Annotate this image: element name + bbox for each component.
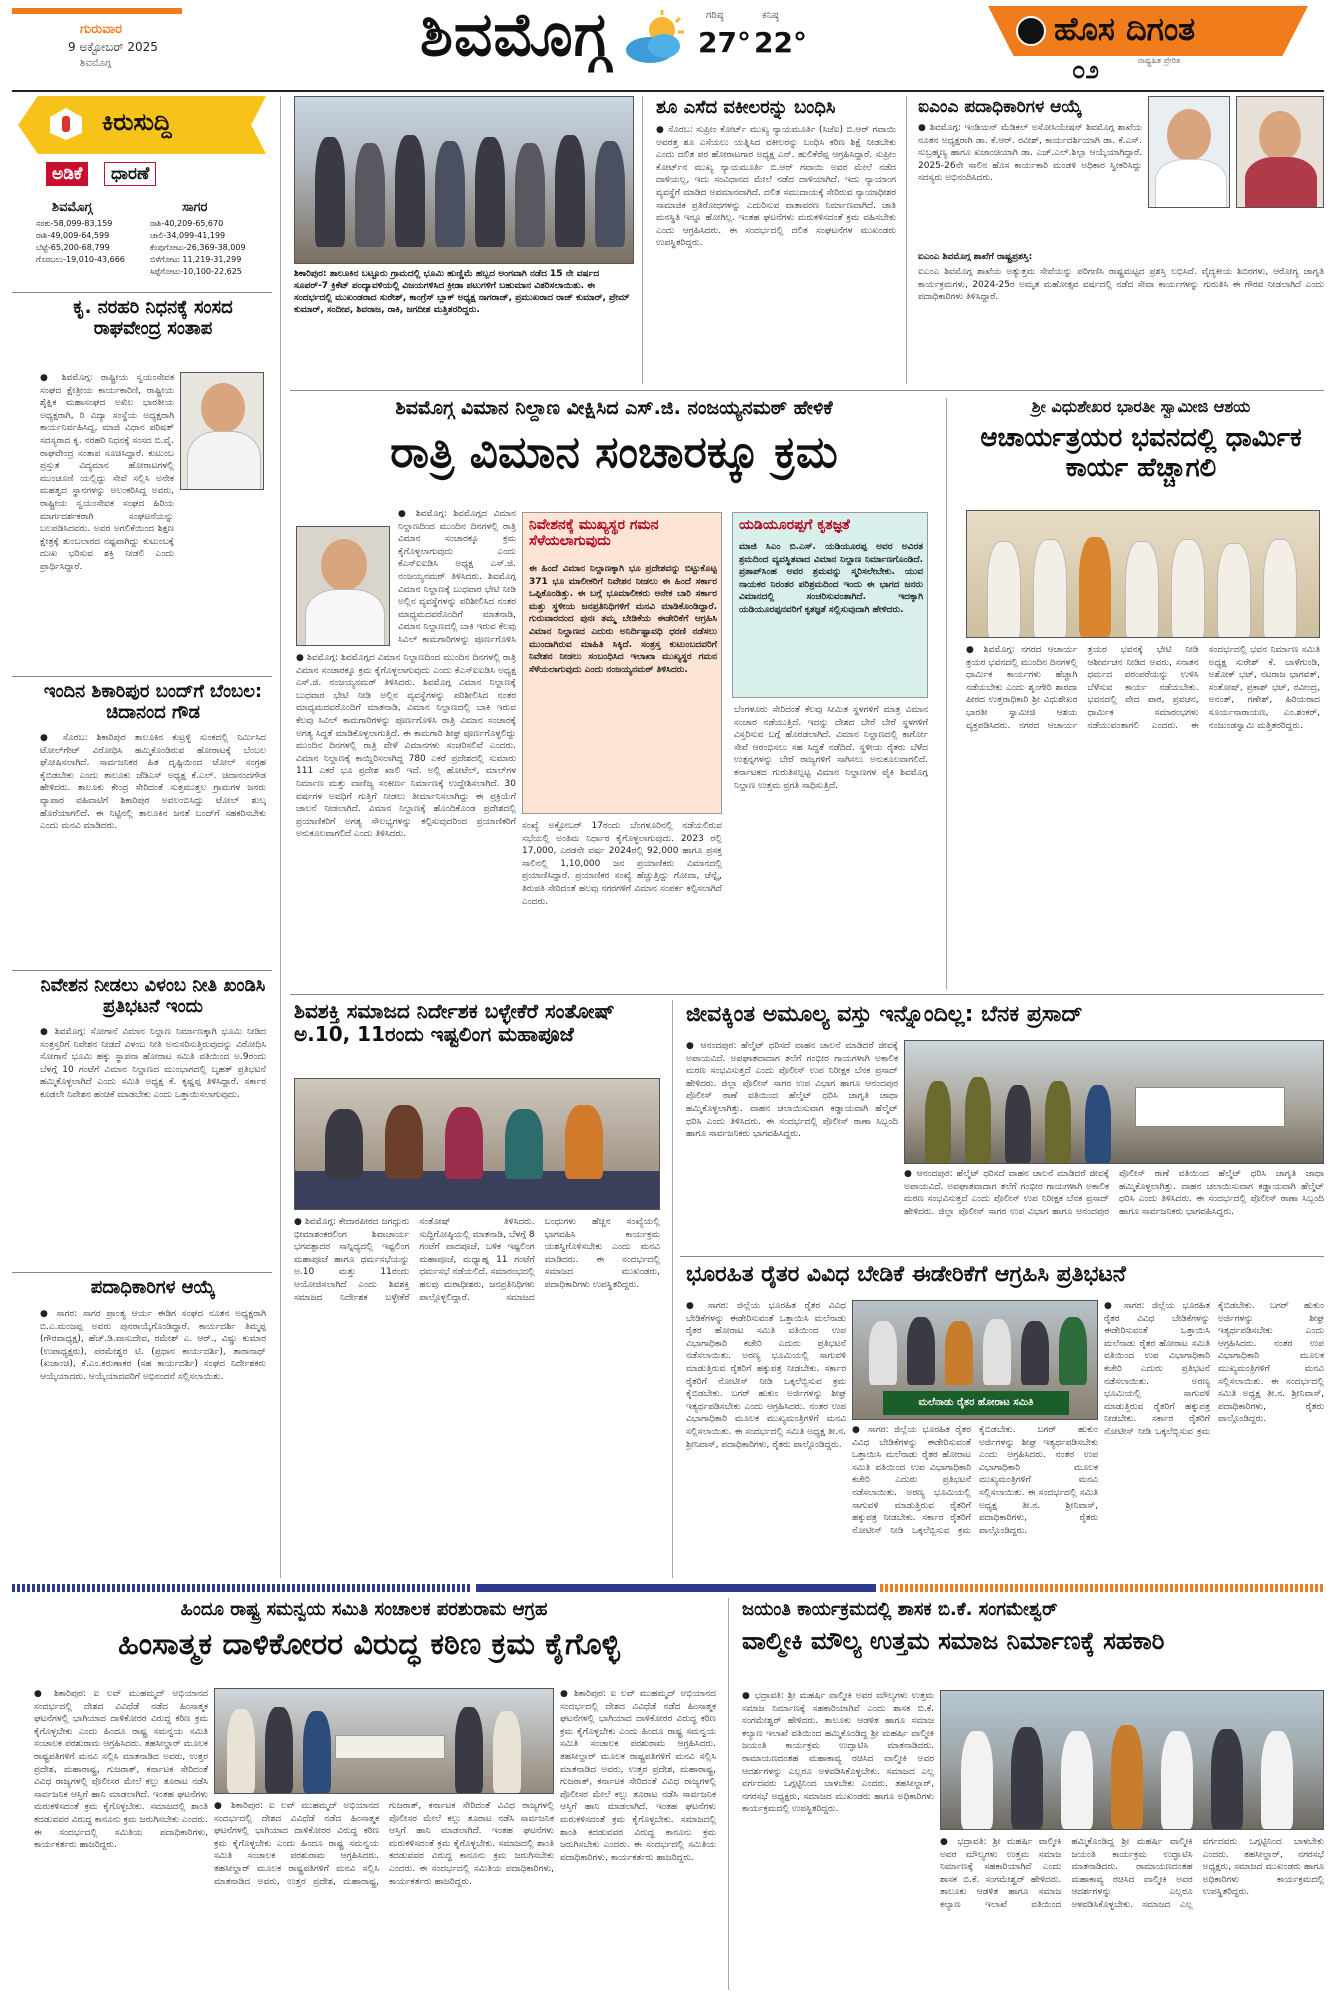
max-temp-label: ಗರಿಷ್ಠ — [706, 10, 724, 21]
left-story2-headline: ಇಂದಿನ ಶಿಕಾರಿಪುರ ಬಂದ್‌ಗೆ ಬೆಂಬಲ: ಚಿದಾನಂದ ಗೌಡ — [43, 681, 263, 723]
left-story3-body: ● ಶಿವಮೊಗ್ಗ: ಸೋಗಾನೆ ವಿಮಾನ ನಿಲ್ದಾಣ ನಿರ್ಮಾಣಕ್ಕಾಗಿ ಭೂಮಿ ನೀಡಿದ ಸಂತ್ರಸ್ತರಿಗೆ ನಿವೇಶನ ನೀಡದೆ ವಿಳಂಬ ನೀತಿ ಅನುಸರಿಸುತ್ತಿರುವುದನ್ನು ವಿರೋಧಿಸಿ ಸೋಗಾನೆ ಭೂಮಿ ಹಕ್ಕು ಸ್ಥಾಪನಾ ಹೋರಾಟ ಸಮಿತಿ ವತಿಯಿಂದ ಅ.9ರಂದು ಬೆಳಗ್ಗೆ 10 ಗಂಟೆಗೆ ವಿಮಾನ ನಿಲ್ದಾಣದ ಮುಂಭಾಗದಲ್ಲಿ ಬೃಹತ್ ಪ್ರತಿಭಟನೆ ಹಮ್ಮಿಕೊಳ್ಳಲಾಗಿದೆ ಎಂದು ಸಮಿತಿ ಅಧ್ಯಕ್ಷ ಕೆ. ಕೃಷ್ಣಪ್ಪ ತಿಳಿಸಿದ್ದಾರೆ. ಸರ್ಕಾರ ಕೂಡಲೇ ನಿವೇಶನ ಹಂಚಿಕೆ ಮಾಡಬೇಕು ಎಂದು ಒತ್ತಾಯಿಸಲಾಗುವುದು. — [40, 1027, 266, 1100]
masthead-accent-bar — [12, 8, 182, 14]
left-story1-headline: ಕೃ. ನರಹರಿ ನಿಧನಕ್ಕೆ ಸಂಸದ ರಾಘವೇಂದ್ರ ಸಂತಾಪ — [73, 297, 233, 339]
ima-secretary-photo — [1236, 96, 1324, 208]
hindu-memo-photo — [214, 1688, 554, 1794]
valmiki-body-left: ● ಭದ್ರಾವತಿ: ಶ್ರೀ ಮಹರ್ಷಿ ವಾಲ್ಮೀಕಿ ಅವರ ಮೌಲ್ಯಗಳು ಉತ್ತಮ ಸಮಾಜ ನಿರ್ಮಾಣಕ್ಕೆ ಸಹಕಾರಿಯಾಗಿವೆ ಎಂದು ಶಾಸಕ ಬಿ.ಕೆ. ಸಂಗಮೇಶ್ವರ್ ಹೇಳಿದರು. ತಾಲೂಕು ಆಡಳಿತ ಹಾಗೂ ಸಮಾಜ ಕಲ್ಯಾಣ ಇಲಾಖೆ ವತಿಯಿಂದ ಹಮ್ಮಿಕೊಂಡಿದ್ದ ಶ್ರೀ ಮಹರ್ಷಿ ವಾಲ್ಮೀಕಿ ಜಯಂತಿ ಕಾರ್ಯಕ್ರಮ ಉದ್ಘಾಟಿಸಿ ಮಾತನಾಡಿದರು. ರಾಮಾಯಣದಂತಹ ಮಹಾಕಾವ್ಯ ರಚಿಸಿದ ವಾಲ್ಮೀಕಿ ಅವರ ಆದರ್ಶಗಳನ್ನು ಎಲ್ಲರೂ ಅಳವಡಿಸಿಕೊಳ್ಳಬೇಕು. ಸಮಾಜದ ಎಲ್ಲ ವರ್ಗದವರು ಒಗ್ಗಟ್ಟಿನಿಂದ ಬಾಳಬೇಕು ಎಂದರು. ತಹಸೀಲ್ದಾರ್, ನಗರಸಭೆ ಅಧ್ಯಕ್ಷರು, ಸಮಾಜದ ಮುಖಂಡರು ಹಾಗೂ ಅಧಿಕಾರಿಗಳು ಕಾರ್ಯಕ್ರಮದಲ್ಲಿ ಉಪಸ್ಥಿತರಿದ್ದರು. — [742, 1691, 934, 1815]
kirusuddi-title: ಕಿರುಸುದ್ದಿ — [102, 108, 172, 136]
market-price: ಬೆಟ್ಟೆ-65,200-68,799 — [36, 243, 110, 252]
market-col2-list — [150, 218, 246, 278]
masthead — [0, 0, 1336, 92]
farmers-body-left: ● ಸಾಗರ: ಜಿಲ್ಲೆಯ ಭೂರಹಿತ ರೈತರ ವಿವಿಧ ಬೇಡಿಕೆಗಳನ್ನು ಈಡೇರಿಸುವಂತೆ ಒತ್ತಾಯಿಸಿ ಮಲೆನಾಡು ರೈತರ ಹೋರಾಟ ಸಮಿತಿ ವತಿಯಿಂದ ಉಪ ವಿಭಾಗಾಧಿಕಾರಿ ಕಚೇರಿ ಎದುರು ಪ್ರತಿಭಟನೆ ನಡೆಸಲಾಯಿತು. ಅರಣ್ಯ ಭೂಮಿಯಲ್ಲಿ ಸಾಗುವಳಿ ಮಾಡುತ್ತಿರುವ ರೈತರಿಗೆ ಹಕ್ಕುಪತ್ರ ನೀಡಬೇಕು. ಸರ್ಕಾರ ರೈತರಿಗೆ ನೋಟೀಸ್ ನೀಡಿ ಒಕ್ಕಲೆಬ್ಬಿಸುವ ಕ್ರಮ ಕೈಬಿಡಬೇಕು. ಬಗರ್ ಹುಕುಂ ಅರ್ಜಿಗಳನ್ನು ಶೀಘ್ರ ಇತ್ಯರ್ಥಪಡಿಸಬೇಕು ಎಂದು ಆಗ್ರಹಿಸಿದರು. ನಂತರ ಉಪ ವಿಭಾಗಾಧಿಕಾರಿ ಮೂಲಕ ಮುಖ್ಯಮಂತ್ರಿಗಳಿಗೆ ಮನವಿ ಸಲ್ಲಿಸಲಾಯಿತು. ಈ ಸಂದರ್ಭದಲ್ಲಿ ಸಮಿತಿ ಅಧ್ಯಕ್ಷ ತೀ.ನ. ಶ್ರೀನಿವಾಸ್, ಪದಾಧಿಕಾರಿಗಳು, ರೈತರು ಪಾಲ್ಗೊಂಡಿದ್ದರು. — [686, 1301, 846, 1450]
farmers-protest-photo — [852, 1300, 1098, 1420]
min-temp: 22° — [754, 26, 807, 59]
ima-president-photo — [1148, 96, 1230, 208]
left-story1-portrait — [180, 372, 264, 490]
market-col1-title: ಶಿವಮೊಗ್ಗ — [52, 200, 93, 215]
yediyurappa-box — [732, 512, 928, 698]
nanjayyanamath-portrait — [296, 526, 390, 646]
farmers-body-mid: ● ಸಾಗರ: ಜಿಲ್ಲೆಯ ಭೂರಹಿತ ರೈತರ ವಿವಿಧ ಬೇಡಿಕೆಗಳನ್ನು ಈಡೇರಿಸುವಂತೆ ಒತ್ತಾಯಿಸಿ ಮಲೆನಾಡು ರೈತರ ಹೋರಾಟ ಸಮಿತಿ ವತಿಯಿಂದ ಉಪ ವಿಭಾಗಾಧಿಕಾರಿ ಕಚೇರಿ ಎದುರು ಪ್ರತಿಭಟನೆ ನಡೆಸಲಾಯಿತು. ಅರಣ್ಯ ಭೂಮಿಯಲ್ಲಿ ಸಾಗುವಳಿ ಮಾಡುತ್ತಿರುವ ರೈತರಿಗೆ ಹಕ್ಕುಪತ್ರ ನೀಡಬೇಕು. ಸರ್ಕಾರ ರೈತರಿಗೆ ನೋಟೀಸ್ ನೀಡಿ ಒಕ್ಕಲೆಬ್ಬಿಸುವ ಕ್ರಮ ಕೈಬಿಡಬೇಕು. ಬಗರ್ ಹುಕುಂ ಅರ್ಜಿಗಳನ್ನು ಶೀಘ್ರ ಇತ್ಯರ್ಥಪಡಿಸಬೇಕು ಎಂದು ಆಗ್ರಹಿಸಿದರು. ನಂತರ ಉಪ ವಿಭಾಗಾಧಿಕಾರಿ ಮೂಲಕ ಮುಖ್ಯಮಂತ್ರಿಗಳಿಗೆ ಮನವಿ ಸಲ್ಲಿಸಲಾಯಿತು. ಈ ಸಂದರ್ಭದಲ್ಲಿ ಸಮಿತಿ ಅಧ್ಯಕ್ಷ ತೀ.ನ. ಶ್ರೀನಿವಾಸ್, ಪದಾಧಿಕಾರಿಗಳು, ರೈತರು ಪಾಲ್ಗೊಂಡಿದ್ದರು. — [852, 1425, 1098, 1536]
issue-day: ಗುರುವಾರ — [80, 22, 122, 37]
left-story4-headline: ಪದಾಧಿಕಾರಿಗಳ ಆಯ್ಕೆ — [90, 1277, 216, 1298]
main-col1-body: ● ಶಿವಮೊಗ್ಗ: ಶಿವಮೊಗ್ಗದ ವಿಮಾನ ನಿಲ್ದಾಣದಿಂದ ಮುಂದಿನ ದಿನಗಳಲ್ಲಿ ರಾತ್ರಿ ವಿಮಾನ ಸಂಚಾರಕ್ಕೂ ಕ್ರಮ ಕೈಗೊಳ್ಳಲಾಗುವುದು ಎಂದು ಕೆಎಸ್‌ಐಐಡಿಸಿ ಅಧ್ಯಕ್ಷ ಎಸ್.ಜಿ. ನಂಜಯ್ಯನಮಠ್ ತಿಳಿಸಿದರು. ಶಿವಮೊಗ್ಗ ವಿಮಾನ ನಿಲ್ದಾಣಕ್ಕೆ ಬುಧವಾರ ಭೇಟಿ ನೀಡಿ ಅಲ್ಲಿನ ವ್ಯವಸ್ಥೆಗಳನ್ನು ಪರಿಶೀಲಿಸಿದ ನಂತರ ಮಾಧ್ಯಮದವರೊಂದಿಗೆ ಮಾತನಾಡಿ, ವಿಮಾನ ನಿಲ್ದಾಣದಲ್ಲಿ ಬಾಕಿ ಇರುವ ಕೆಲವು ಸಿವಿಲ್ ಕಾಮಗಾರಿಗಳನ್ನು ಪೂರ್ಣಗೊಳಿಸಿ ರಾತ್ರಿ ವಿಮಾನ ಸಂಚಾರಕ್ಕೆ ಅಗತ್ಯ ಸಿದ್ಧತೆ ಮಾಡಿಕೊಳ್ಳಲಾಗುತ್ತಿದೆ. ಈ ಕಾಮಗಾರಿ ಶೀಘ್ರ ಪೂರ್ಣಗೊಳ್ಳಲಿದ್ದು ಮುಂದಿನ ದಿನಗಳಲ್ಲಿ ರಾತ್ರಿ ವೇಳೆ ವಿಮಾನಗಳು ಸಂಚರಿಸಲಿವೆ ಎಂದರು. ವಿಮಾನ ನಿಲ್ದಾಣಕ್ಕೆ ಕಾಯ್ದಿರಿಸಲಾಗಿದ್ದ 780 ಎಕರೆ ಪ್ರದೇಶದಲ್ಲಿ ಸುಮಾರು 111 ಎಕರೆ ಭೂ ಪ್ರದೇಶ ಖಾಲಿ ಇದೆ. ಅಲ್ಲಿ ಹೋಟೆಲ್, ಮಾಲ್‌ಗಳ ನಿರ್ಮಾಣ ಮತ್ತು ವಾಣಿಜ್ಯ ಸಂಕೀರ್ಣ ನಿರ್ಮಾಣಕ್ಕೆ ಉದ್ದೇಶಿಸಲಾಗಿದೆ. 30 ವರ್ಷಗಳ ಅವಧಿಗೆ ಗುತ್ತಿಗೆ ನೀಡಲು ತೀರ್ಮಾನಿಸಲಾಗಿದ್ದು ಈ ಪ್ರಕ್ರಿಯೆಗೆ ಚಾಲನೆ ನೀಡಲಾಗಿದೆ. ವಿಮಾನ ನಿಲ್ದಾಣಕ್ಕೆ ಹೊಂದಿಕೊಂಡ ಪ್ರದೇಶದಲ್ಲಿ ಪ್ರಯಾಣಿಕರಿಗೆ ಅಗತ್ಯ ಸೌಲಭ್ಯಗಳನ್ನು ಕಲ್ಪಿಸುವುದರಿಂದ ಪ್ರಯಾಣಿಕರಿಗೆ ಅನುಕೂಲವಾಗಲಿದೆ ಎಂದು ತಿಳಿಸಿದರು. — [296, 653, 516, 840]
hand-icon — [48, 106, 84, 142]
market-price: ಚಾಲಿ-34,099-41,199 — [150, 231, 226, 240]
main-kicker: ಶಿವಮೊಗ್ಗ ವಿಮಾನ ನಿಲ್ದಾಣ ವೀಕ್ಷಿಸಿದ ಎಸ್.ಜಿ. ನಂಜಯ್ಯನಮಠ್ ಹೇಳಿಕೆ — [395, 397, 833, 419]
main-col1-top: ● ಶಿವಮೊಗ್ಗ: ಶಿವಮೊಗ್ಗದ ವಿಮಾನ ನಿಲ್ದಾಣದಿಂದ ಮುಂದಿನ ದಿನಗಳಲ್ಲಿ ರಾತ್ರಿ ವಿಮಾನ ಸಂಚಾರಕ್ಕೂ ಕ್ರಮ ಕೈಗೊಳ್ಳಲಾಗುವುದು ಎಂದು ಕೆಎಸ್‌ಐಐಡಿಸಿ ಅಧ್ಯಕ್ಷ ಎಸ್.ಜಿ. ನಂಜಯ್ಯನಮಠ್ ತಿಳಿಸಿದರು. ಶಿವಮೊಗ್ಗ ವಿಮಾನ ನಿಲ್ದಾಣಕ್ಕೆ ಬುಧವಾರ ಭೇಟಿ ನೀಡಿ ಅಲ್ಲಿನ ವ್ಯವಸ್ಥೆಗಳನ್ನು ಪರಿಶೀಲಿಸಿದ ನಂತರ ಮಾಧ್ಯಮದವರೊಂದಿಗೆ ಮಾತನಾಡಿ, ವಿಮಾನ ನಿಲ್ದಾಣದಲ್ಲಿ ಬಾಕಿ ಇರುವ ಕೆಲವು ಸಿವಿಲ್ ಕಾಮಗಾರಿಗಳನ್ನು ಪೂರ್ಣಗೊಳಿಸಿ — [398, 509, 516, 645]
ima-headline: ಐಎಂಎ ಪದಾಧಿಕಾರಿಗಳ ಆಯ್ಕೆ — [918, 97, 1082, 117]
hindu-kicker: ಹಿಂದೂ ರಾಷ್ಟ್ರ ಸಮನ್ವಯ ಸಮಿತಿ ಸಂಚಾಲಕ ಪರಶುರಾಮ ಆಗ್ರಹ — [180, 1599, 548, 1620]
market-price: ಗೊರಬಲು-19,010-43,666 — [36, 255, 125, 264]
section-divider-left — [12, 1584, 472, 1592]
brand-name: ಹೊಸ ದಿಗಂತ — [1054, 10, 1196, 48]
market-col2-title: ಸಾಗರ — [182, 200, 208, 215]
left-story2-body: ● ಸೊರಬ: ಶಿಕಾರಿಪುರ ತಾಲೂಕಿನ ಕುಟ್ರಳ್ಳಿ ಸುಂಕದಲ್ಲಿ ನಿರ್ಮಿಸಿದ ಟೋಲ್‌ಗೇಟ್ ವಿರೋಧಿಸಿ ಹಮ್ಮಿಕೊಂಡಿರುವ ಹೋರಾಟಕ್ಕೆ ಬೆಂಬಲ ಘೋಷಿಸಲಾಗಿದೆ. ಸಾರ್ವಜನಿಕರ ಹಿತ ದೃಷ್ಟಿಯಿಂದ ಟೋಲ್ ಸಂಗ್ರಹ ಕೈಬಿಡಬೇಕು ಎಂದು ತಾಲೂಕು ಜೆಡಿಎಸ್ ಅಧ್ಯಕ್ಷ ಕೆ.ಎಲ್. ಚಿದಾನಂದಗೌಡ ಹೇಳಿದರು. ತಾಲೂಕು ಕೇಂದ್ರ ಸೇರಿದಂತೆ ಸುತ್ತಮುತ್ತಲ ಗ್ರಾಮಗಳ ಜನರು ವ್ಯಾಪಾರ ವಹಿವಾಟಿಗೆ ಶಿಕಾರಿಪುರ ಅವಲಂಬಿಸಿದ್ದು ಟೋಲ್ ಶುಲ್ಕ ಹೊರೆಯಾಗಲಿದೆ. ಈ ನಿಟ್ಟಿನಲ್ಲಿ ತಾಲೂಕಿನ ಜನತೆ ಬಂದ್‌ಗೆ ಸಹಕರಿಸಬೇಕು ಎಂದು ಮನವಿ ಮಾಡಿದರು. — [40, 733, 266, 832]
swamiji-headline: ಆಚಾರ್ಯತ್ರಯರ ಭವನದಲ್ಲಿ ಧಾರ್ಮಿಕ ಕಾರ್ಯ ಹೆಚ್ಚಾಗಲಿ — [980, 423, 1302, 483]
valmiki-body-right: ● ಭದ್ರಾವತಿ: ಶ್ರೀ ಮಹರ್ಷಿ ವಾಲ್ಮೀಕಿ ಅವರ ಮೌಲ್ಯಗಳು ಉತ್ತಮ ಸಮಾಜ ನಿರ್ಮಾಣಕ್ಕೆ ಸಹಕಾರಿಯಾಗಿವೆ ಎಂದು ಶಾಸಕ ಬಿ.ಕೆ. ಸಂಗಮೇಶ್ವರ್ ಹೇಳಿದರು. ತಾಲೂಕು ಆಡಳಿತ ಹಾಗೂ ಸಮಾಜ ಕಲ್ಯಾಣ ಇಲಾಖೆ ವತಿಯಿಂದ ಹಮ್ಮಿಕೊಂಡಿದ್ದ ಶ್ರೀ ಮಹರ್ಷಿ ವಾಲ್ಮೀಕಿ ಜಯಂತಿ ಕಾರ್ಯಕ್ರಮ ಉದ್ಘಾಟಿಸಿ ಮಾತನಾಡಿದರು. ರಾಮಾಯಣದಂತಹ ಮಹಾಕಾವ್ಯ ರಚಿಸಿದ ವಾಲ್ಮೀಕಿ ಅವರ ಆದರ್ಶಗಳನ್ನು ಎಲ್ಲರೂ ಅಳವಡಿಸಿಕೊಳ್ಳಬೇಕು. ಸಮಾಜದ ಎಲ್ಲ ವರ್ಗದವರು ಒಗ್ಗಟ್ಟಿನಿಂದ ಬಾಳಬೇಕು ಎಂದರು. ತಹಸೀಲ್ದಾರ್, ನಗರಸಭೆ ಅಧ್ಯಕ್ಷರು, ಸಮಾಜದ ಮುಖಂಡರು ಹಾಗೂ ಅಧಿಕಾರಿಗಳು ಕಾರ್ಯಕ್ರಮದಲ್ಲಿ ಉಪಸ್ಥಿತರಿದ್ದರು. — [940, 1837, 1324, 1910]
max-temp: 27° — [698, 26, 751, 59]
section-divider-mid — [476, 1584, 876, 1592]
valmiki-event-photo — [940, 1690, 1324, 1830]
masthead-divider — [12, 90, 1324, 92]
hindu-body-right: ● ಶಿಕಾರಿಪುರ: ಐ ಲವ್ ಮುಹಮ್ಮದ್ ಅಭಿಯಾನದ ಸಂದರ್ಭದಲ್ಲಿ ದೇಶದ ವಿವಿಧೆಡೆ ನಡೆದ ಹಿಂಸಾತ್ಮಕ ಘಟನೆಗಳಲ್ಲಿ ಭಾಗಿಯಾದ ದಾಳಿಕೋರರ ವಿರುದ್ಧ ಕಠಿಣ ಕ್ರಮ ಕೈಗೊಳ್ಳಬೇಕು ಎಂದು ಹಿಂದೂ ರಾಷ್ಟ್ರ ಸಮನ್ವಯ ಸಮಿತಿ ಸಂಚಾಲಕ ಪರಶುರಾಮ ಆಗ್ರಹಿಸಿದರು. ತಹಸೀಲ್ದಾರ್ ಮೂಲಕ ರಾಷ್ಟ್ರಪತಿಗಳಿಗೆ ಮನವಿ ಸಲ್ಲಿಸಿ ಮಾತನಾಡಿದ ಅವರು, ಉತ್ತರ ಪ್ರದೇಶ, ಮಹಾರಾಷ್ಟ್ರ, ಗುಜರಾತ್, ಕರ್ನಾಟಕ ಸೇರಿದಂತೆ ವಿವಿಧ ರಾಜ್ಯಗಳಲ್ಲಿ ಪೊಲೀಸರ ಮೇಲೆ ಕಲ್ಲು ತೂರಾಟ ನಡೆಸಿ ಸಾರ್ವಜನಿಕ ಆಸ್ತಿಗೆ ಹಾನಿ ಮಾಡಲಾಗಿದೆ. ಇಂತಹ ಘಟನೆಗಳು ಮರುಕಳಿಸದಂತೆ ಕ್ರಮ ಕೈಗೊಳ್ಳಬೇಕು. ಸಮಾಜದಲ್ಲಿ ಶಾಂತಿ ಕದಡುವವರ ವಿರುದ್ಧ ಕಾನೂನು ಕ್ರಮ ಜರುಗಿಸಬೇಕು ಎಂದರು. ಈ ಸಂದರ್ಭದಲ್ಲಿ ಸಮಿತಿಯ ಪದಾಧಿಕಾರಿಗಳು, ಕಾರ್ಯಕರ್ತರು ಹಾಜರಿದ್ದರು. — [560, 1689, 716, 1863]
edition-title: ಶಿವಮೊಗ್ಗ — [420, 0, 611, 70]
market-price: ಸಿಪ್ಪೆಗೋಟು-10,100-22,625 — [150, 267, 242, 276]
market-price: ಸರಕು-58,099-83,159 — [36, 219, 113, 228]
farmers-headline: ಭೂರಹಿತ ರೈತರ ವಿವಿಧ ಬೇಡಿಕೆ ಈಡೇರಿಕೆಗೆ ಆಗ್ರಹಿಸಿ ಪ್ರತಿಭಟನೆ — [686, 1262, 1126, 1287]
hindu-body-left: ● ಶಿಕಾರಿಪುರ: ಐ ಲವ್ ಮುಹಮ್ಮದ್ ಅಭಿಯಾನದ ಸಂದರ್ಭದಲ್ಲಿ ದೇಶದ ವಿವಿಧೆಡೆ ನಡೆದ ಹಿಂಸಾತ್ಮಕ ಘಟನೆಗಳಲ್ಲಿ ಭಾಗಿಯಾದ ದಾಳಿಕೋರರ ವಿರುದ್ಧ ಕಠಿಣ ಕ್ರಮ ಕೈಗೊಳ್ಳಬೇಕು ಎಂದು ಹಿಂದೂ ರಾಷ್ಟ್ರ ಸಮನ್ವಯ ಸಮಿತಿ ಸಂಚಾಲಕ ಪರಶುರಾಮ ಆಗ್ರಹಿಸಿದರು. ತಹಸೀಲ್ದಾರ್ ಮೂಲಕ ರಾಷ್ಟ್ರಪತಿಗಳಿಗೆ ಮನವಿ ಸಲ್ಲಿಸಿ ಮಾತನಾಡಿದ ಅವರು, ಉತ್ತರ ಪ್ರದೇಶ, ಮಹಾರಾಷ್ಟ್ರ, ಗುಜರಾತ್, ಕರ್ನಾಟಕ ಸೇರಿದಂತೆ ವಿವಿಧ ರಾಜ್ಯಗಳಲ್ಲಿ ಪೊಲೀಸರ ಮೇಲೆ ಕಲ್ಲು ತೂರಾಟ ನಡೆಸಿ ಸಾರ್ವಜನಿಕ ಆಸ್ತಿಗೆ ಹಾನಿ ಮಾಡಲಾಗಿದೆ. ಇಂತಹ ಘಟನೆಗಳು ಮರುಕಳಿಸದಂತೆ ಕ್ರಮ ಕೈಗೊಳ್ಳಬೇಕು. ಸಮಾಜದಲ್ಲಿ ಶಾಂತಿ ಕದಡುವವರ ವಿರುದ್ಧ ಕಾನೂನು ಕ್ರಮ ಜರುಗಿಸಬೇಕು ಎಂದರು. ಈ ಸಂದರ್ಭದಲ್ಲಿ ಸಮಿತಿಯ ಪದಾಧಿಕಾರಿಗಳು, ಕಾರ್ಯಕರ್ತರು ಹಾಜರಿದ್ದರು. — [34, 1689, 208, 1851]
ima-body: ● ಶಿವಮೊಗ್ಗ: ಇಂಡಿಯನ್ ಮೆಡಿಕಲ್ ಅಸೋಸಿಯೇಷನ್ ಶಿವಮೊಗ್ಗ ಶಾಖೆಯ ನೂತನ ಅಧ್ಯಕ್ಷರಾಗಿ ಡಾ. ಕೆ.ಆರ್. ರವೀಶ್, ಕಾರ್ಯದರ್ಶಿಯಾಗಿ ಡಾ. ಕೆ.ಎಸ್. ಸುಬ್ರಹ್ಮಣ್ಯ ಹಾಗೂ ಖಜಾಂಚಿಯಾಗಿ ಡಾ. ಎಚ್.ಎಲ್.ಶಿಲ್ಪಾ ಆಯ್ಕೆಯಾಗಿದ್ದಾರೆ. 2025-26ನೇ ಸಾಲಿನ ಹೊಸ ಕಾರ್ಯಕಾರಿ ಮಂಡಳಿ ಅಧಿಕಾರ ಸ್ವೀಕರಿಸಿದ್ದು ಸದಸ್ಯರು ಅಭಿನಂದಿಸಿದರು. — [918, 123, 1142, 184]
land-box — [522, 512, 722, 814]
valmiki-kicker: ಜಯಂತಿ ಕಾರ್ಯಕ್ರಮದಲ್ಲಿ ಶಾಸಕ ಬಿ.ಕೆ. ಸಂಗಮೇಶ್ವರ್ — [742, 1599, 1058, 1620]
valmiki-headline: ವಾಲ್ಮೀಕಿ ಮೌಲ್ಯ ಉತ್ತಮ ಸಮಾಜ ನಿರ್ಮಾಣಕ್ಕೆ ಸಹಕಾರಿ — [742, 1627, 1165, 1655]
issue-date: 9 ಅಕ್ಟೋಬರ್ 2025 — [68, 40, 158, 54]
cricket-photo-caption: ಶಿಕಾರಿಪುರ: ತಾಲೂಕಿನ ಬಟ್ಟೂರು ಗ್ರಾಮದಲ್ಲಿ ಭೂಮಿ ಹುಣ್ಣಿಮೆ ಹಬ್ಬದ ಅಂಗವಾಗಿ ನಡೆದ 15 ನೇ ವರ್ಷದ ಸೂಪರ್-7 ಕ್ರಿಕೆಟ್ ಪಂದ್ಯಾವಳಿಯಲ್ಲಿ ವಿಜಯಗಳಿಸಿದ ಕ್ರೀಡಾ ಪಟುಗಳಿಗೆ ಬಹುಮಾನ ವಿತರಿಸಲಾಯಿತು. ಈ ಸಂದರ್ಭದಲ್ಲಿ ಮುಖಂಡರಾದ ಸುರೇಶ್, ಕಾಂಗ್ರೆಸ್ ಬ್ಲಾಕ್ ಅಧ್ಯಕ್ಷ ನಾಗರಾಜ್, ಪ್ರಮುಖರಾದ ರಾಜ್ ಕುಮಾರ್, ಪ್ರೇಮ್ ಕುಮಾರ್, ಸಂದೀಪ, ಶಿವರಾಜ, ರಾಕಿ, ಜಗದೀಶ ಮತ್ತಿತರರಿದ್ದರು. — [294, 269, 630, 315]
jeeva-body-cont: ● ಆನಂದಪುರ: ಹೆಲ್ಮೆಟ್ ಧರಿಸದೆ ವಾಹನ ಚಾಲನೆ ಮಾಡಿದರೆ ಜೀವಕ್ಕೆ ಅಪಾಯವಿದೆ. ಅಪಘಾತವಾದಾಗ ತಲೆಗೆ ಗಂಭೀರ ಗಾಯಗಳಾಗಿ ಅಕಾಲಿಕ ಮರಣ ಸಂಭವಿಸುತ್ತದೆ ಎಂದು ಪೊಲೀಸ್ ಉಪ ನಿರೀಕ್ಷಕ ಬೆನಕ ಪ್ರಸಾದ್ ಹೇಳಿದರು. ಜಿಲ್ಲಾ ಪೊಲೀಸ್ ಸಾಗರ ಉಪ ವಿಭಾಗ ಹಾಗೂ ಆನಂದಪುರ ಪೊಲೀಸ್ ಠಾಣೆ ವತಿಯಿಂದ ಹೆಲ್ಮೆಟ್ ಧರಿಸಿ ಜಾಗೃತಿ ಜಾಥಾ ಹಮ್ಮಿಕೊಳ್ಳಲಾಗಿತ್ತು. ವಾಹನ ಚಲಾಯಿಸುವಾಗ ಕಡ್ಡಾಯವಾಗಿ ಹೆಲ್ಮೆಟ್ ಧರಿಸಿ ಎಂದು ತಿಳಿಸಿದರು. ಈ ಸಂದರ್ಭದಲ್ಲಿ ಪೊಲೀಸ್ ಠಾಣಾ ಸಿಬ್ಬಂದಿ ಹಾಗೂ ಸಾರ್ವಜನಿಕರು ಭಾಗವಹಿಸಿದ್ದರು. — [904, 1169, 1324, 1217]
market-price: ರಾಶಿ-40,209-65,670 — [150, 219, 224, 228]
swamiji-kicker: ಶ್ರೀ ವಿಧುಶೇಖರ ಭಾರತೀ ಸ್ವಾಮೀಜಿ ಆಶಯ — [1031, 397, 1251, 416]
issue-place: ಶಿವಮೊಗ್ಗ — [80, 58, 112, 69]
farmers-body-right: ● ಸಾಗರ: ಜಿಲ್ಲೆಯ ಭೂರಹಿತ ರೈತರ ವಿವಿಧ ಬೇಡಿಕೆಗಳನ್ನು ಈಡೇರಿಸುವಂತೆ ಒತ್ತಾಯಿಸಿ ಮಲೆನಾಡು ರೈತರ ಹೋರಾಟ ಸಮಿತಿ ವತಿಯಿಂದ ಉಪ ವಿಭಾಗಾಧಿಕಾರಿ ಕಚೇರಿ ಎದುರು ಪ್ರತಿಭಟನೆ ನಡೆಸಲಾಯಿತು. ಅರಣ್ಯ ಭೂಮಿಯಲ್ಲಿ ಸಾಗುವಳಿ ಮಾಡುತ್ತಿರುವ ರೈತರಿಗೆ ಹಕ್ಕುಪತ್ರ ನೀಡಬೇಕು. ಸರ್ಕಾರ ರೈತರಿಗೆ ನೋಟೀಸ್ ನೀಡಿ ಒಕ್ಕಲೆಬ್ಬಿಸುವ ಕ್ರಮ ಕೈಬಿಡಬೇಕು. ಬಗರ್ ಹುಕುಂ ಅರ್ಜಿಗಳನ್ನು ಶೀಘ್ರ ಇತ್ಯರ್ಥಪಡಿಸಬೇಕು ಎಂದು ಆಗ್ರಹಿಸಿದರು. ನಂತರ ಉಪ ವಿಭಾಗಾಧಿಕಾರಿ ಮೂಲಕ ಮುಖ್ಯಮಂತ್ರಿಗಳಿಗೆ ಮನವಿ ಸಲ್ಲಿಸಲಾಯಿತು. ಈ ಸಂದರ್ಭದಲ್ಲಿ ಸಮಿತಿ ಅಧ್ಯಕ್ಷ ತೀ.ನ. ಶ್ರೀನಿವಾಸ್, ಪದಾಧಿಕಾರಿಗಳು, ರೈತರು ಪಾಲ್ಗೊಂಡಿದ್ದರು. — [1104, 1301, 1324, 1437]
brand-box — [988, 6, 1308, 86]
section-divider-right — [880, 1584, 1324, 1592]
main-headline: ರಾತ್ರಿ ವಿಮಾನ ಸಂಚಾರಕ್ಕೂ ಕ್ರಮ — [390, 427, 838, 478]
shivashakti-headline: ಶಿವಶಕ್ತಿ ಸಮಾಜದ ನಿರ್ದೇಶಕ ಬಳ್ಳೇಕೆರೆ ಸಂತೋಷ್ ಅ.10, 11ರಂದು ಇಷ್ಟಲಿಂಗ ಮಹಾಪೂಜೆ — [294, 999, 615, 1046]
farmers-banner: ಮಲೆನಾಡು ರೈತರ ಹೋರಾಟ ಸಮಿತಿ — [883, 1391, 1069, 1415]
swamiji-event-photo — [966, 510, 1320, 638]
ima-subhead: ಐಎಂಎ ಶಿವಮೊಗ್ಗ ಶಾಖೆಗೆ ರಾಷ್ಟ್ರಪ್ರಶಸ್ತಿ: — [918, 252, 1033, 262]
market-col1-list — [36, 218, 125, 266]
market-price: ರಾಶಿ-49,009-64,599 — [36, 231, 110, 240]
yediyurappa-box-headline: ಯಡಿಯೂರಪ್ಪಗೆ ಕೃತಜ್ಞತೆ — [739, 517, 850, 533]
main-col3-body: ಬೆಂಗಳೂರು ಸೇರಿದಂತೆ ಕೆಲವು ಸೀಮಿತ ಸ್ಥಳಗಳಿಗೆ ಮಾತ್ರ ವಿಮಾನ ಸಂಚಾರ ನಡೆಯುತ್ತಿದೆ. ಇದನ್ನು ದೇಶದ ಬೇರೆ ಬೇರೆ ಸ್ಥಳಗಳಿಗೆ ವಿಸ್ತರಿಸುವ ಬಗ್ಗೆ ಹೊರಡಲಾಗಿದೆ. ವಿಮಾನ ನಿಲ್ದಾಣದಲ್ಲಿ ಕಾರ್ಗೋ ಸೇವೆ ಆರಂಭಿಸಲು ಸಹ ಸಿದ್ಧತೆ ನಡೆದಿದೆ. ಸ್ಥಳೀಯ ರೈತರು ಬೆಳೆದ ಉತ್ಪನ್ನಗಳನ್ನು ಬೇರೆ ರಾಜ್ಯಗಳಿಗೆ ಸಾಗಿಸಲು ಅನುಕೂಲವಾಗಲಿದೆ. ಕರ್ನಾಟಕದ ಗುರುತಿಸಲ್ಪಟ್ಟ ವಿಮಾನ ನಿಲ್ದಾಣಗಳ ಪೈಕಿ ಶಿವಮೊಗ್ಗ ನಿಲ್ದಾಣ ಉತ್ತಮ ಪ್ರಗತಿ ಸಾಧಿಸುತ್ತಿದೆ. — [734, 705, 928, 791]
market-badge-a: ಅಡಿಕೆ — [46, 162, 88, 186]
hindu-body-mid: ● ಶಿಕಾರಿಪುರ: ಐ ಲವ್ ಮುಹಮ್ಮದ್ ಅಭಿಯಾನದ ಸಂದರ್ಭದಲ್ಲಿ ದೇಶದ ವಿವಿಧೆಡೆ ನಡೆದ ಹಿಂಸಾತ್ಮಕ ಘಟನೆಗಳಲ್ಲಿ ಭಾಗಿಯಾದ ದಾಳಿಕೋರರ ವಿರುದ್ಧ ಕಠಿಣ ಕ್ರಮ ಕೈಗೊಳ್ಳಬೇಕು ಎಂದು ಹಿಂದೂ ರಾಷ್ಟ್ರ ಸಮನ್ವಯ ಸಮಿತಿ ಸಂಚಾಲಕ ಪರಶುರಾಮ ಆಗ್ರಹಿಸಿದರು. ತಹಸೀಲ್ದಾರ್ ಮೂಲಕ ರಾಷ್ಟ್ರಪತಿಗಳಿಗೆ ಮನವಿ ಸಲ್ಲಿಸಿ ಮಾತನಾಡಿದ ಅವರು, ಉತ್ತರ ಪ್ರದೇಶ, ಮಹಾರಾಷ್ಟ್ರ, ಗುಜರಾತ್, ಕರ್ನಾಟಕ ಸೇರಿದಂತೆ ವಿವಿಧ ರಾಜ್ಯಗಳಲ್ಲಿ ಪೊಲೀಸರ ಮೇಲೆ ಕಲ್ಲು ತೂರಾಟ ನಡೆಸಿ ಸಾರ್ವಜನಿಕ ಆಸ್ತಿಗೆ ಹಾನಿ ಮಾಡಲಾಗಿದೆ. ಇಂತಹ ಘಟನೆಗಳು ಮರುಕಳಿಸದಂತೆ ಕ್ರಮ ಕೈಗೊಳ್ಳಬೇಕು. ಸಮಾಜದಲ್ಲಿ ಶಾಂತಿ ಕದಡುವವರ ವಿರುದ್ಧ ಕಾನೂನು ಕ್ರಮ ಜರುಗಿಸಬೇಕು ಎಂದರು. ಈ ಸಂದರ್ಭದಲ್ಲಿ ಸಮಿತಿಯ ಪದಾಧಿಕಾರಿಗಳು, ಕಾರ್ಯಕರ್ತರು ಹಾಜರಿದ್ದರು. — [214, 1801, 554, 1887]
helmet-rally-photo — [904, 1040, 1324, 1164]
market-badge-b: ಧಾರಣೆ — [104, 162, 156, 186]
shivashakti-body: ● ಶಿವಮೊಗ್ಗ: ಕೇದಾರಪೀಠದ ಜಗದ್ಗುರು ಭೀಮಾಶಂಕರಲಿಂಗ ಶಿವಾಚಾರ್ಯ ಭಗವತ್ಪಾದರ ಸಾನ್ನಿಧ್ಯದಲ್ಲಿ ಇಷ್ಟಲಿಂಗ ಮಹಾಪೂಜೆ ಹಾಗೂ ಧರ್ಮಸಭೆಯನ್ನು ಅ.10 ಮತ್ತು 11ರಂದು ಆಯೋಜಿಸಲಾಗಿದೆ ಎಂದು ಶಿವಶಕ್ತಿ ಸಮಾಜದ ನಿರ್ದೇಶಕ ಬಳ್ಳೇಕೆರೆ ಸಂತೋಷ್ ತಿಳಿಸಿದರು. ಸುದ್ದಿಗೋಷ್ಠಿಯಲ್ಲಿ ಮಾತನಾಡಿ, ಬೆಳಗ್ಗೆ 8 ಗಂಟೆಗೆ ಪಾದಪೂಜೆ, ಬಳಿಕ ಇಷ್ಟಲಿಂಗ ಮಹಾಪೂಜೆ, ಮಧ್ಯಾಹ್ನ 11 ಗಂಟೆಗೆ ಧರ್ಮಸಭೆ ನಡೆಯಲಿದೆ. ಸಮಾರಂಭದಲ್ಲಿ ಹಲವು ಮಠಾಧೀಶರು, ಜನಪ್ರತಿನಿಧಿಗಳು ಪಾಲ್ಗೊಳ್ಳಲಿದ್ದಾರೆ. ಸಮಾಜದ ಬಂಧುಗಳು ಹೆಚ್ಚಿನ ಸಂಖ್ಯೆಯಲ್ಲಿ ಭಾಗವಹಿಸಿ ಕಾರ್ಯಕ್ರಮ ಯಶಸ್ವಿಗೊಳಿಸಬೇಕು ಎಂದು ಮನವಿ ಮಾಡಿದರು. ಈ ಸಂದರ್ಭದಲ್ಲಿ ಸಮಾಜದ ಮುಖಂಡರು, ಪದಾಧಿಕಾರಿಗಳು ಉಪಸ್ಥಿತರಿದ್ದರು. — [294, 1217, 660, 1303]
left-story3-headline: ನಿವೇಶನ ನೀಡಲು ವಿಳಂಬ ನೀತಿ ಖಂಡಿಸಿ ಪ್ರತಿಭಟನೆ ಇಂದು — [40, 975, 266, 1017]
market-price: ಕೆಂಪುಗೋಟು-26,369-38,009 — [150, 243, 246, 252]
brand-tagline: ರಾಷ್ಟ್ರಹಿತ ಪ್ರೇರಿತ — [1138, 56, 1181, 65]
ima-sub-body: ಐಎಂಎ ಶಿವಮೊಗ್ಗ ಶಾಖೆಯ ಅತ್ಯುತ್ತಮ ಸೇವೆಯನ್ನು ಪರಿಗಣಿಸಿ ರಾಷ್ಟ್ರಮಟ್ಟದ ಪ್ರಶಸ್ತಿ ಲಭಿಸಿದೆ. ವೈದ್ಯಕೀಯ ಶಿಬಿರಗಳು, ಆರೋಗ್ಯ ಜಾಗೃತಿ ಕಾರ್ಯಕ್ರಮಗಳು, 2024-25ರ ಅಮೃತ ಮಹೋತ್ಸವ ವರ್ಷದಲ್ಲಿ ನಡೆದ ಸೇವಾ ಕಾರ್ಯಗಳನ್ನು ಗುರುತಿಸಿ ಈ ಗೌರವ ನೀಡಲಾಗಿದೆ ಎಂದು ಪದಾಧಿಕಾರಿಗಳು ತಿಳಿಸಿದ್ದಾರೆ. — [918, 267, 1324, 303]
jeeva-headline: ಜೀವಕ್ಕಿಂತ ಅಮೂಲ್ಯ ವಸ್ತು ಇನ್ನೊಂದಿಲ್ಲ: ಬೆನಕ ಪ್ರಸಾದ್ — [686, 1002, 1083, 1027]
lawyer-headline: ಶೂ ಎಸೆದ ವಕೀಲರನ್ನು ಬಂಧಿಸಿ — [656, 97, 836, 118]
jeeva-body: ● ಆನಂದಪುರ: ಹೆಲ್ಮೆಟ್ ಧರಿಸದೆ ವಾಹನ ಚಾಲನೆ ಮಾಡಿದರೆ ಜೀವಕ್ಕೆ ಅಪಾಯವಿದೆ. ಅಪಘಾತವಾದಾಗ ತಲೆಗೆ ಗಂಭೀರ ಗಾಯಗಳಾಗಿ ಅಕಾಲಿಕ ಮರಣ ಸಂಭವಿಸುತ್ತದೆ ಎಂದು ಪೊಲೀಸ್ ಉಪ ನಿರೀಕ್ಷಕ ಬೆನಕ ಪ್ರಸಾದ್ ಹೇಳಿದರು. ಜಿಲ್ಲಾ ಪೊಲೀಸ್ ಸಾಗರ ಉಪ ವಿಭಾಗ ಹಾಗೂ ಆನಂದಪುರ ಪೊಲೀಸ್ ಠಾಣೆ ವತಿಯಿಂದ ಹೆಲ್ಮೆಟ್ ಧರಿಸಿ ಜಾಗೃತಿ ಜಾಥಾ ಹಮ್ಮಿಕೊಳ್ಳಲಾಗಿತ್ತು. ವಾಹನ ಚಲಾಯಿಸುವಾಗ ಕಡ್ಡಾಯವಾಗಿ ಹೆಲ್ಮೆಟ್ ಧರಿಸಿ ಎಂದು ತಿಳಿಸಿದರು. ಈ ಸಂದರ್ಭದಲ್ಲಿ ಪೊಲೀಸ್ ಠಾಣಾ ಸಿಬ್ಬಂದಿ ಹಾಗೂ ಸಾರ್ವಜನಿಕರು ಭಾಗವಹಿಸಿದ್ದರು. — [686, 1041, 898, 1140]
main-col2-bottom: ಸಂಖ್ಯೆ ಅಕ್ಟೋಬರ್ 17ರಂದು ಬೆಂಗಳೂರಿನಲ್ಲಿ ನಡೆಯಲಿರುವ ಸಭೆಯಲ್ಲಿ ಅಂತಿಮ ನಿರ್ಧಾರ ಕೈಗೊಳ್ಳಲಾಗುವುದು. 2023 ರಲ್ಲಿ 17,000, ಎರಡನೇ ವರ್ಷ 2024ರಲ್ಲಿ 92,000 ಹಾಗೂ ಪ್ರಸಕ್ತ ಸಾಲಿನಲ್ಲಿ 1,10,000 ಜನ ಪ್ರಯಾಣಿಕರು ವಿಮಾನದಲ್ಲಿ ಪ್ರಯಾಣಿಸಿದ್ದಾರೆ. ಪ್ರಯಾಣಿಕರ ಸಂಖ್ಯೆ ಹೆಚ್ಚುತ್ತಿದ್ದು ಗೋವಾ, ಚೆನ್ನೈ, ತಿರುಪತಿ ಸೇರಿದಂತೆ ಹಲವು ನಗರಗಳಿಗೆ ವಿಮಾನ ಸಂಪರ್ಕ ಕಲ್ಪಿಸಲಾಗಿದೆ ಎಂದರು. — [522, 821, 722, 907]
market-price: ಬಿಳೆಗೋಟು 11,219-31,299 — [150, 255, 242, 264]
land-box-body: ಈ ಹಿಂದೆ ವಿಮಾನ ನಿಲ್ದಾಣಕ್ಕಾಗಿ ಭೂ ಪ್ರದೇಶವನ್ನು ಬಿಟ್ಟುಕೊಟ್ಟ 371 ಭೂ ಮಾಲೀಕರಿಗೆ ನಿವೇಶನ ನೀಡಲು ಈ ಹಿಂದೆ ಸರ್ಕಾರ ಒಪ್ಪಿಕೊಂಡಿತ್ತು. ಈ ಬಗ್ಗೆ ಭೂಮಾಲೀಕರು ಅನೇಕ ಬಾರಿ ಸರ್ಕಾರ ಮತ್ತು ಸ್ಥಳೀಯ ಜನಪ್ರತಿನಿಧಿಗಳಿಗೆ ಮನವಿ ಮಾಡಿಕೊಂಡಿದ್ದಾರೆ. ಗುರುವಾರದಂದ ಪುನಃ ತಮ್ಮ ಬೇಡಿಕೆಯ ಈಡೇರಿಕೆಗೆ ಆಗ್ರಹಿಸಿ ವಿಮಾನ ನಿಲ್ದಾಣದ ಎದುರು ಅನಿರ್ದಿಷ್ಟಾವಧಿ ಧರಣಿ ನಡೆಸಲು ಮುಂದಾಗಿರುವ ಮಾಹಿತಿ ಸಿಕ್ಕಿದೆ. ಸಂತ್ರಸ್ತ ಕುಟುಂಬದವರಿಗೆ ನಿವೇಶನ ನೀಡಲು ಸಂಬಂಧಿಸಿದ ಇಲಾಖಾ ಮುಖ್ಯಸ್ಥರ ಗಮನ ಸೆಳೆಯಲಾಗುವುದು ಎಂದು ನಂಜಯ್ಯನಮಠ್ ತಿಳಿಸಿದರು. — [529, 564, 717, 675]
yediyurappa-box-body: ಮಾಜಿ ಸಿಎಂ ಬಿ.ಎಸ್. ಯಡಿಯೂರಪ್ಪ ಅವರ ಅವಿರತ ಶ್ರಮದಿಂದ ವ್ಯವಸ್ಥಿತವಾದ ವಿಮಾನ ನಿಲ್ದಾಣ ನಿರ್ಮಾಣಗೊಂಡಿದೆ. ಪ್ರತಾಪ್‌ಸಿಂಹ ಅವರ ಶ್ರಮವನ್ನು ಸ್ಮರಿಸಲೇಬೇಕು. ಯುವ ನಾಯಕರ ನಿರಂತರ ಪರಿಶ್ರಮದಿಂದ ಇಂದು ಈ ಭಾಗದ ಜನರು ವಿಮಾನದಲ್ಲಿ ಸಂಚರಿಸುವಂತಾಗಿದೆ. ಇದಕ್ಕಾಗಿ ಯಡಿಯೂರಪ್ಪನವರಿಗೆ ಕೃತಜ್ಞತೆ ಸಲ್ಲಿಸುವುದಾಗಿ ಹೇಳಿದರು. — [739, 542, 923, 615]
weather-icon — [620, 8, 690, 68]
min-temp-label: ಕನಿಷ್ಠ — [762, 10, 779, 21]
shivashakti-press-photo — [294, 1078, 660, 1210]
swamiji-body: ● ಶಿವಮೊಗ್ಗ: ನಗರದ ಆಚಾರ್ಯ ತ್ರಯರ ಭವನದಲ್ಲಿ ಮುಂದಿನ ದಿನಗಳಲ್ಲಿ ಧಾರ್ಮಿಕ ಕಾರ್ಯಗಳು ಹೆಚ್ಚಾಗಿ ನಡೆಯಬೇಕು ಎಂದು ಶೃಂಗೇರಿ ಶಾರದಾ ಪೀಠದ ಉತ್ತರಾಧಿಕಾರಿ ಶ್ರೀ ವಿಧುಶೇಖರ ಭಾರತೀ ಸ್ವಾಮೀಜಿ ಆಶಯ ವ್ಯಕ್ತಪಡಿಸಿದರು. ನಗರದ ಆಚಾರ್ಯ ತ್ರಯರ ಭವನಕ್ಕೆ ಭೇಟಿ ನೀಡಿ ಆಶೀರ್ವಚನ ನೀಡಿದ ಅವರು, ಸನಾತನ ಧರ್ಮದ ಪರಂಪರೆಯನ್ನು ಉಳಿಸಿ ಬೆಳೆಸುವ ಕಾರ್ಯ ನಡೆಯಬೇಕು. ಭವನದಲ್ಲಿ ವೇದ ಪಾಠ, ಪ್ರವಚನ, ಧಾರ್ಮಿಕ ಸಮಾರಂಭಗಳು ನಡೆಯುವಂತಾಗಲಿ ಎಂದರು. ಈ ಸಂದರ್ಭದಲ್ಲಿ ಭವನ ನಿರ್ಮಾಣ ಸಮಿತಿ ಅಧ್ಯಕ್ಷ ಸುರೇಶ್ ಕೆ. ಬಾಳೆಗುಂಡಿ, ಅಶೋಕ್ ಭಟ್, ನಟರಾಜ ಭಾಗವತ್, ಸಂತೋಷ್, ಪ್ರಕಾಶ್ ಭಟ್, ರವೀಂದ್ರ, ಅನಂತ್, ಗಣೇಶ್, ಹಿರಿಯರಾದ ಸೂರ್ಯನಾರಾಯಣ, ಎಂ.ಶಂಕರ್, ನಂಜುಂಡಸ್ವಾಮಿ ಮತ್ತಿತರರಿದ್ದರು. — [966, 645, 1320, 731]
brand-emblem-icon — [1016, 16, 1046, 46]
hindu-headline: ಹಿಂಸಾತ್ಮಕ ದಾಳಿಕೋರರ ವಿರುದ್ಧ ಕಠಿಣ ಕ್ರಮ ಕೈಗೊಳ್ಳಿ — [118, 1627, 620, 1662]
land-box-headline: ನಿವೇಶನಕ್ಕೆ ಮುಖ್ಯಸ್ಥರ ಗಮನ ಸೆಳೆಯಲಾಗುವುದು — [529, 517, 659, 550]
kirusuddi-box — [12, 96, 272, 296]
page-number: ೦೨ — [1072, 56, 1099, 84]
left-story1-body: ● ಶಿವಮೊಗ್ಗ: ರಾಷ್ಟ್ರೀಯ ಸ್ವಯಂಸೇವಕ ಸಂಘದ ಕ್ಷೇತ್ರೀಯ ಕಾರ್ಯಕಾರಿಣಿ, ರಾಷ್ಟ್ರೀಯ ಶೈಕ್ಷಿಕ ಮಹಾಸಂಘದ ಅಖಿಲ ಭಾರತೀಯ ಅಧ್ಯಕ್ಷರಾಗಿ, ರಿ ವಿದ್ಯಾ ಸಂಸ್ಥೆಯ ಅಧ್ಯಕ್ಷರಾಗಿ ಕಾರ್ಯನಿರ್ವಹಿಸಿದ್ದ, ಮಾಜಿ ವಿಧಾನ ಪರಿಷತ್ ಸದಸ್ಯರಾದ ಕೃ. ನರಹರಿ ನಿಧನಕ್ಕೆ ಸಂಸದ ಬಿ.ವೈ. ರಾಘವೇಂದ್ರ ಸಂತಾಪ ಸೂಚಿಸಿದ್ದಾರೆ. ಕುಟುಂಬ ಪ್ರಸ್ತುತ ವಿದ್ಯಮಾನ ಹೋರಾಟಗಳಲ್ಲಿ ಮುಂಚೂಣಿ ಯಲ್ಲಿದ್ದು ಸೇವೆ ಸಲ್ಲಿಸಿ ಅನೇಕ ಮಹತ್ವದ ಸ್ಥಾನಗಳನ್ನು ಅಲಂಕರಿಸಿದ್ದ ಅವರು, ರಾಷ್ಟ್ರೀಯ ಸ್ವಯಂಸೇವಕ ಸಂಘದ ಹಿರಿಯ ಮಾರ್ಗದರ್ಶಕರಾಗಿ ಸಂಘಟನೆಯನ್ನು ಬಲಪಡಿಸಿದವರು. ಅವರ ಅಗಲಿಕೆಯಿಂದ ಶಿಕ್ಷಣ ಕ್ಷೇತ್ರಕ್ಕೆ ತುಂಬಲಾರದ ನಷ್ಟವಾಗಿದ್ದು ಕುಟುಂಬಕ್ಕೆ ದುಃಖ ಭರಿಸುವ ಶಕ್ತಿ ನೀಡಲಿ ಎಂದು ಪ್ರಾರ್ಥಿಸಿದ್ದಾರೆ. — [40, 373, 174, 572]
lawyer-body: ● ಸೊರಬ: ಸುಪ್ರೀಂ ಕೋರ್ಟ್ ಮುಖ್ಯ ನ್ಯಾಯಮೂರ್ತಿ (ಸಿಜೆಐ) ಬಿ.ಆರ್ ಗವಾಯಿ ಅವರತ್ತ ಶೂ ಎಸೆಯಲು ಯತ್ನಿಸಿದ ವಕೀಲರನ್ನು ಬಂಧಿಸಿ ಕಠಿಣ ಶಿಕ್ಷೆ ನೀಡಬೇಕು ಎಂದು ದಲಿತ ಪರ ಹೋರಾಟಗಾರ ಅಧ್ಯಕ್ಷ ಎನ್. ಹುಲಿಕೆರೆಪ್ಪ ಆಗ್ರಹಿಸಿದ್ದಾರೆ. ಸುಪ್ರೀಂ ಕೋರ್ಟ್‌ನ ಮುಖ್ಯ ನ್ಯಾಯಮೂರ್ತಿ ಬಿ.ಆರ್ ಗವಾಯಿ ಅವರ ಮೇಲೆ ನಡೆದ ದಾಳಿಯಲ್ಲ, ಇದು ಸಂವಿಧಾನದ ಮೇಲೆ ನಡೆದ ದಾಳಿಯಾಗಿದೆ. ಇದು ನ್ಯಾಯಾಂಗ ವ್ಯವಸ್ಥೆಗೆ ಮಾಡಿದ ಅವಮಾನವಾಗಿದೆ. ದಲಿತ ಸಮುದಾಯಕ್ಕೆ ಸೇರಿರುವ ನ್ಯಾಯಾಧೀಶರ ಸಾಮಾಜಿಕ ಪ್ರತಿರೋಧಗಳನ್ನು ಎದುರಿಸುವ ವಾತಾವರಣ ನಿರ್ಮಾಣವಾಗಿದೆ. ಜಾತಿ ಮನಸ್ಥಿತಿ ಇನ್ನೂ ಹೋಗಿಲ್ಲ. ಇಂತಹ ಘಟನೆಗಳು ಮರುಕಳಿಸದಂತೆ ಕ್ರಮ ವಹಿಸಬೇಕು ಎಂದು ಆಗ್ರಹಿಸಿದರು. ಈ ಸಂದರ್ಭದಲ್ಲಿ ದಲಿತ ಸಂಘಟನೆಗಳ ಮುಖಂಡರು ಉಪಸ್ಥಿತರಿದ್ದರು. — [656, 125, 896, 249]
cricket-team-photo — [294, 96, 634, 264]
left-story4-body: ● ಸಾಗರ: ಸಾಗರ ಪ್ರಾಂತ್ಯ ಆರ್ಯ ಈಡಿಗ ಸಂಘದ ನೂತನ ಅಧ್ಯಕ್ಷರಾಗಿ ಬಿ.ಎ.ಮಂಜಪ್ಪ ಅವರು ಪುನರಾಯ್ಕೆಗೊಂಡಿದ್ದಾರೆ. ಕಾರ್ಯದರ್ಶಿ ತಿಮ್ಮಪ್ಪ (ಗೌರವಾಧ್ಯಕ್ಷ), ಹೆಚ್.ಡಿ.ವಾಸುದೇವ, ರಮೇಶ್ ಎ. ಆರ್., ವಿಷ್ಣು ಕುಮಾರ (ಉಪಾಧ್ಯಕ್ಷರು), ಪರಮೇಶ್ವರ ಟಿ. (ಪ್ರಧಾನ ಕಾರ್ಯದರ್ಶಿ), ತಾರಾನಾಥ್ (ಖಜಾಂಚಿ), ಕೆ.ಎಂ.ಕರುಣಾಕರ (ಸಹ ಕಾರ್ಯದರ್ಶಿ) ಸಂಘದ ನಿರ್ದೇಶಕರು ಆಯ್ಕೆಯಾದರು. ಆಯ್ಕೆಯಾದವರಿಗೆ ಅಭಿನಂದನೆ ಸಲ್ಲಿಸಲಾಯಿತು. — [40, 1309, 266, 1382]
